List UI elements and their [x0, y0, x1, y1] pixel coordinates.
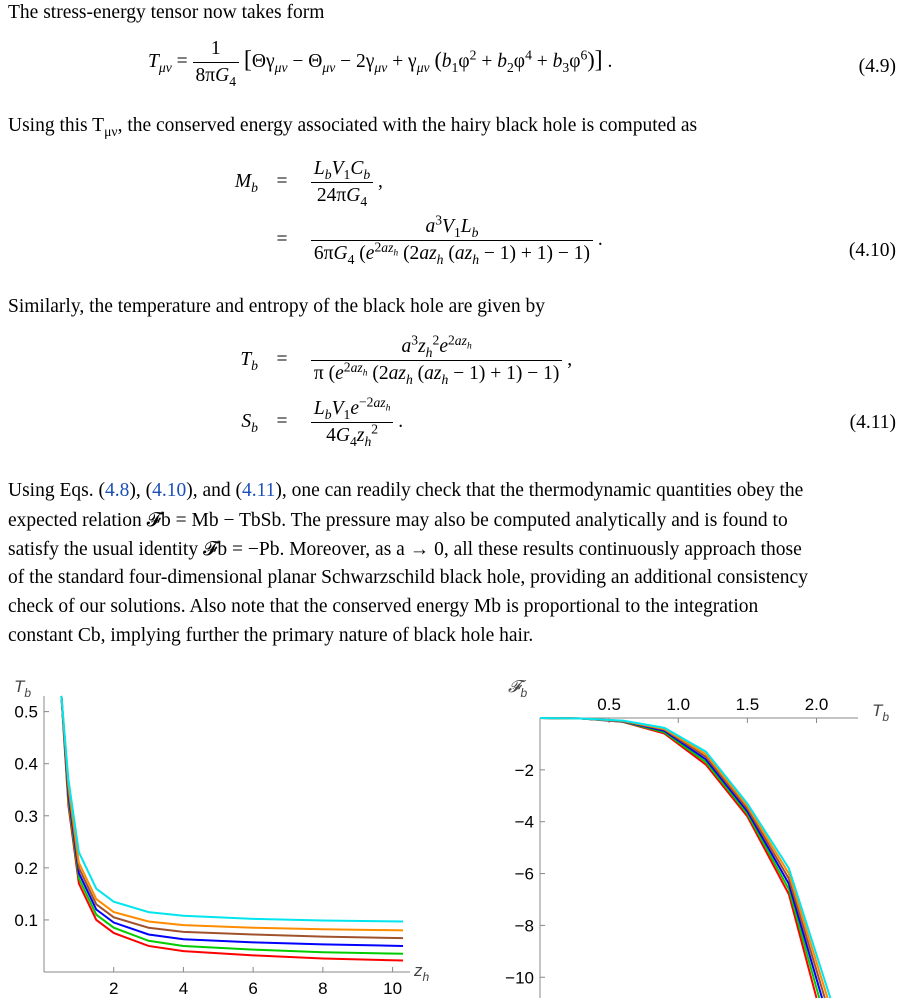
x-tick-label: 2 — [108, 979, 119, 998]
y-tick-label: −10 — [505, 968, 534, 988]
x-tick-label: 6 — [248, 979, 258, 998]
series-line — [540, 718, 828, 998]
y-tick-label: 0.1 — [14, 910, 38, 930]
paragraph-check-line-1: Using Eqs. (4.8), (4.10), and (4.11), one can readily check that the thermodynamic quantities obey the — [8, 480, 804, 501]
y-tick-label: 0.5 — [14, 702, 38, 722]
paragraph-check-line-6: constant Cb, implying further the primary nature of black hole hair. — [8, 625, 534, 646]
y-tick-label: 0.3 — [14, 806, 38, 826]
series-line — [61, 696, 403, 946]
free-energy-vs-temperature-chart — [470, 680, 906, 1000]
y-tick-label: −2 — [514, 760, 534, 780]
series-line — [540, 718, 830, 998]
x-tick-label: 10 — [383, 979, 403, 998]
x-tick-label: 1.0 — [666, 695, 691, 714]
equation-4-10: $M_b$ = $\frac{L_bV_1C_b}{24\pi G_4}$ , = $\frac{a^3V_1L_b}{6\pi G_4 (e^{2az_h} (2az_h (az_h - 1) + 1) - 1)}$ . — [234, 158, 603, 267]
series-line — [61, 696, 403, 954]
ref-4-10-link[interactable]: 4.10 — [152, 480, 187, 501]
equation-number-4-10: (4.10) — [848, 240, 896, 261]
equation-4-11: $T_b$ = $\frac{a^3z_h^2e^{2az_h}}{\pi (e^{2az_h} (2az_h (az_h - 1) + 1) - 1)}$ , $S_b$ = $\frac{L_bV_1e^{-2az_h}}{4G_4z_h^2}$ . — [240, 332, 573, 449]
x-axis-label: $z_h$ — [414, 961, 430, 984]
paragraph-check-line-4: of the standard four-dimensional planar Schwarzschild black hole, providing an additional consistency — [8, 567, 808, 588]
series-line — [61, 696, 403, 921]
y-tick-label: −6 — [514, 864, 534, 884]
x-axis-label: $T_b$ — [872, 701, 890, 724]
intro-text: The stress-energy tensor now takes form — [8, 2, 325, 23]
ref-4-11-link[interactable]: 4.11 — [242, 480, 276, 501]
paragraph-check-line-3: satisfy the usual identity 𝓕b = −Pb. Moreover, as a → 0, all these results continuously approach those — [8, 539, 802, 560]
ref-4-8-link[interactable]: 4.8 — [104, 480, 130, 501]
equation-number-4-11: (4.11) — [849, 412, 896, 433]
paragraph-check-line-5: check of our solutions. Also note that the conserved energy Mb is proportional to the integration — [8, 596, 759, 617]
equation-number-4-9: (4.9) — [858, 56, 896, 77]
x-tick-label: 2.0 — [804, 695, 829, 714]
x-tick-label: 1.5 — [735, 695, 760, 714]
temperature-vs-zh-chart — [0, 680, 440, 1000]
x-tick-label: 0.5 — [597, 695, 621, 714]
y-tick-label: −4 — [514, 812, 534, 832]
equation-4-9: $T_{\mu\nu}$ = $\frac{1}{8\pi G_4}$ [$\Theta\gamma_{\mu\nu} - \Theta_{\mu\nu} - 2\gamma_{\mu\nu} + \gamma_{\mu\nu}$ $(b_1\varphi^2 + b_2\varphi^4 + b_3\varphi^6)$] . — [148, 38, 613, 89]
series-line — [61, 696, 403, 930]
y-axis-label: $T_b$ — [14, 680, 32, 700]
paragraph-check-line-2: expected relation 𝓕b = Mb − TbSb. The pressure may also be computed analytically and is found to — [8, 510, 788, 531]
x-tick-label: 4 — [178, 979, 189, 998]
paragraph-temperature: Similarly, the temperature and entropy of the black hole are given by — [8, 296, 545, 317]
y-tick-label: 0.4 — [14, 754, 38, 774]
y-tick-label: −8 — [514, 916, 534, 936]
y-axis-label: 𝓕$_b$ — [508, 680, 528, 700]
x-tick-label: 8 — [318, 979, 328, 998]
y-tick-label: 0.2 — [14, 858, 38, 878]
paragraph-energy: Using this $T_{\mu\nu}$, the conserved energy associated with the hairy black hole is computed as — [8, 115, 698, 139]
